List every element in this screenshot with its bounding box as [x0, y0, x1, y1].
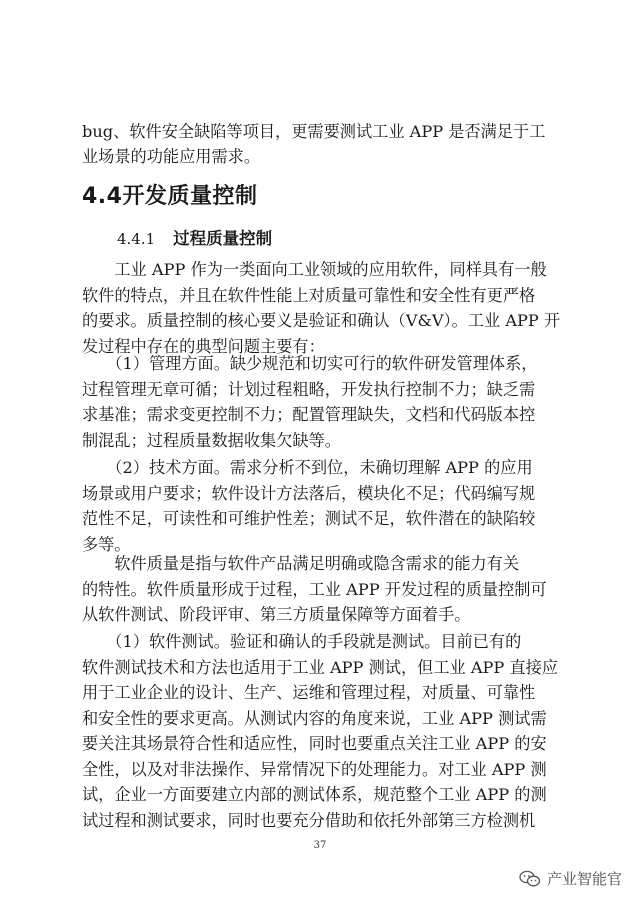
text-line: 场景或用户要求；软件设计方法落后，模块化不足；代码编写规 — [82, 483, 536, 503]
text-line: 和安全性的要求更高。从测试内容的角度来说，工业 APP 测试需 — [82, 708, 547, 728]
text-line: 试，企业一方面要建立内部的测试体系，规范整个工业 APP 的测 — [82, 785, 547, 804]
section-heading: 4.4开发质量控制 — [82, 184, 258, 209]
text-line: 软件测试技术和方法也适用于工业 APP 测试，但工业 APP 直接应 — [82, 657, 559, 677]
text-line: 全性，以及对非法操作、异常情况下的处理能力。对工业 APP 测 — [82, 759, 547, 779]
text-line: 范性不足，可读性和可维护性差；测试不足，软件潜在的缺陷较 — [82, 509, 536, 528]
text-line: 求基准；需求变更控制不力；配置管理缺失，文档和代码版本控 — [82, 405, 536, 424]
subsection-heading — [117, 225, 272, 249]
text-line: 试过程和测试要求，同时也要充分借助和依托外部第三方检测机 — [82, 810, 536, 830]
text-line: 的要求。质量控制的核心要义是验证和确认（V&V）。工业 APP 开 — [82, 311, 561, 330]
text-line: （1）软件测试。验证和确认的手段就是测试。目前已有的 — [82, 632, 522, 651]
text-line: 的特性。软件质量形成于过程，工业 APP 开发过程的质量控制可 — [82, 579, 547, 599]
text-line: bug、软件安全缺陷等项目，更需要测试工业 APP 是否满足于工 — [82, 122, 546, 141]
subsection-title: 过程质量控制 — [173, 229, 273, 248]
text-line: 要关注其场景符合性和适应性，同时也要重点关注工业 APP 的安 — [82, 734, 547, 753]
text-line: 过程管理无章可循；计划过程粗略，开发执行控制不力；缺乏需 — [82, 379, 536, 399]
text-line: 工业 APP 作为一类面向工业领域的应用软件，同样具有一般 — [82, 260, 547, 279]
watermark-text: 产业智能官 — [546, 870, 622, 888]
wechat-icon — [519, 870, 541, 888]
text-line: 业场景的功能应用需求。 — [82, 147, 261, 166]
text-line: 软件质量是指与软件产品满足明确或隐含需求的能力有关 — [82, 554, 520, 573]
text-line: 发过程中存在的典型问题主要有： — [82, 336, 325, 356]
text-line: （2）技术方面。需求分析不到位，未确切理解 APP 的应用 — [82, 458, 533, 477]
text-line: 多等。 — [82, 534, 131, 554]
text-line: 软件的特点，并且在软件性能上对质量可靠性和安全性有更严格 — [82, 285, 536, 305]
text-line: 制混乱；过程质量数据收集欠缺等。 — [82, 430, 341, 450]
text-line: 用于工业企业的设计、生产、运维和管理过程，对质量、可靠性 — [82, 683, 536, 702]
text-line: （1）管理方面。缺少规范和切实可行的软件研发管理体系， — [82, 354, 538, 373]
text-line: 从软件测试、阶段评审、第三方质量保障等方面着手。 — [82, 605, 471, 624]
page-number: 37 — [313, 840, 327, 851]
watermark — [519, 868, 622, 889]
subsection-number: 4.4.1 — [117, 230, 156, 248]
